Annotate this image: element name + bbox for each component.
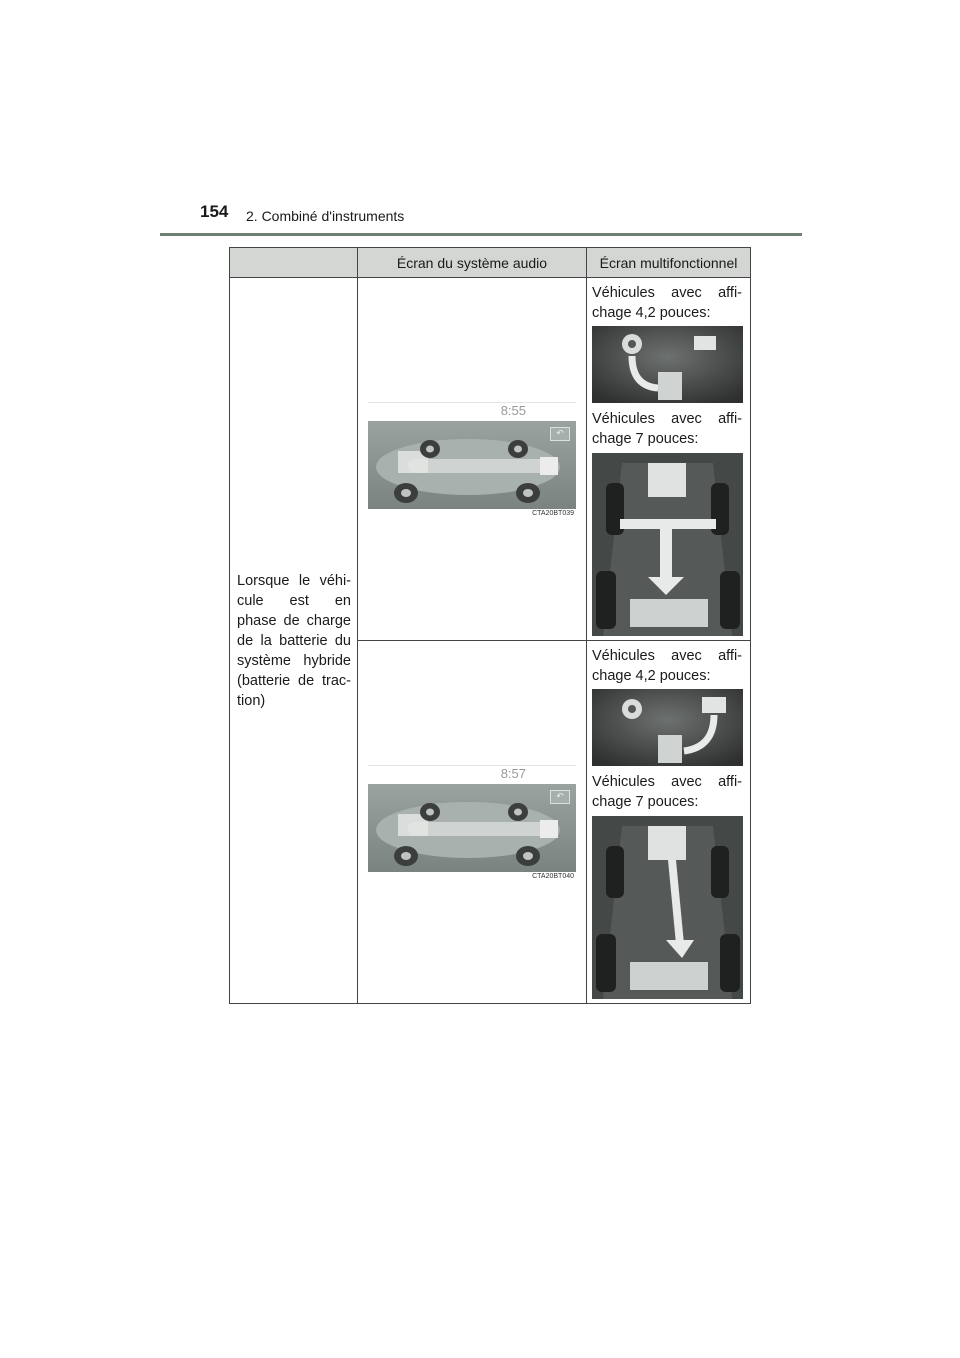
audio-clock: 8:55: [500, 402, 526, 418]
label-4-2-inch: [592, 646, 742, 686]
display-7-inch-image: [592, 453, 743, 636]
header-audio-screen: Écran du système audio: [358, 248, 587, 278]
label-4-2-inch: [592, 283, 742, 323]
label-7-inch: [592, 772, 742, 812]
display-7-inch-image: [592, 816, 743, 999]
condition-cell: [230, 278, 358, 1004]
condition-line: Lorsque le véhi-: [237, 572, 351, 589]
wheel-icon: [622, 699, 642, 719]
header-rule: [160, 233, 802, 236]
condition-text: [237, 571, 351, 711]
engine-icon: [648, 463, 686, 497]
battery-icon: [658, 372, 682, 400]
table-row: [230, 278, 751, 641]
battery-icon: [630, 962, 708, 990]
audio-screen-image: [368, 402, 576, 517]
battery-icon: [630, 599, 708, 627]
engine-icon: [648, 826, 686, 860]
engine-icon: [702, 697, 726, 713]
battery-icon: [658, 735, 682, 763]
label-line: Véhicules avec affi-: [592, 411, 742, 427]
multi-display-cell: [587, 641, 751, 1004]
label-line: chage 7 pouces:: [592, 794, 699, 810]
header-empty-cell: [230, 248, 358, 278]
back-arrow-icon: ↶: [550, 790, 570, 804]
condition-line: système hybride: [237, 652, 351, 669]
label-line: Véhicules avec affi-: [592, 285, 742, 301]
audio-clock: 8:57: [500, 765, 526, 781]
label-line: chage 4,2 pouces:: [592, 668, 711, 684]
header-multi-display: Écran multifonctionnel: [587, 248, 751, 278]
page-number: 154: [200, 202, 229, 221]
label-line: chage 4,2 pouces:: [592, 305, 711, 321]
display-4-2-inch-image: [592, 326, 743, 403]
condition-line: tion): [237, 692, 266, 709]
condition-line: de la batterie du: [237, 632, 351, 649]
audio-screen-image: [368, 765, 576, 880]
label-line: Véhicules avec affi-: [592, 774, 742, 790]
back-arrow-icon: ↶: [550, 427, 570, 441]
condition-line: cule est en: [237, 592, 351, 609]
audio-screen-cell: [358, 278, 587, 641]
condition-line: (batterie de trac-: [237, 672, 351, 689]
image-code: CTA20BT040: [532, 872, 574, 880]
label-7-inch: [592, 409, 742, 449]
chapter-title: 2. Combiné d'instruments: [246, 208, 405, 224]
table-header-row: [230, 248, 751, 278]
display-4-2-inch-image: [592, 689, 743, 766]
image-code: CTA20BT039: [532, 509, 574, 517]
wheel-icon: [622, 334, 642, 354]
audio-screen-cell: [358, 641, 587, 1004]
label-line: chage 7 pouces:: [592, 431, 699, 447]
multi-display-cell: [587, 278, 751, 641]
label-line: Véhicules avec affi-: [592, 648, 742, 664]
energy-monitor-table: [229, 247, 751, 1004]
engine-icon: [694, 336, 716, 350]
condition-line: phase de charge: [237, 612, 351, 629]
